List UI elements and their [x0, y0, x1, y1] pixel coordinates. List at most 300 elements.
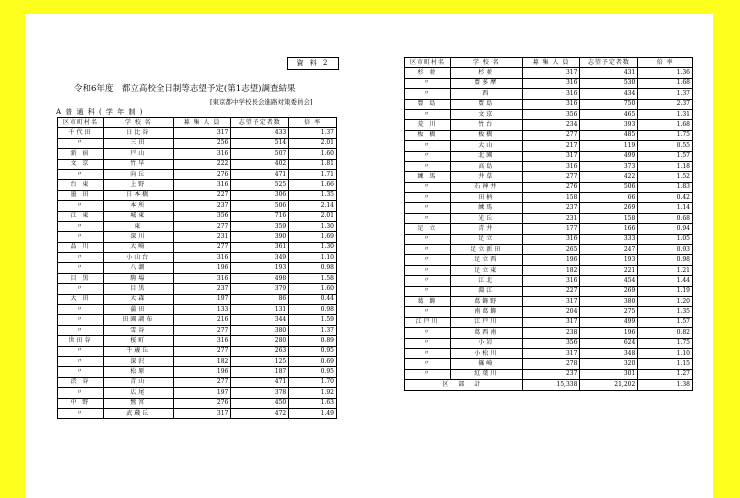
capacity-cell: 227	[173, 190, 231, 200]
municipality-cell: 〃	[405, 338, 451, 348]
school-cell: 深沢	[103, 356, 173, 366]
capacity-cell: 316	[522, 78, 580, 88]
school-cell: 本所	[103, 201, 173, 211]
ratio-cell: 0.98	[289, 305, 337, 315]
capacity-cell: 317	[522, 348, 580, 358]
municipality-cell: 〃	[405, 161, 451, 171]
capacity-cell: 277	[522, 172, 580, 182]
organization-label: [東京都中学校長会進路対策委員会]	[210, 98, 313, 106]
school-cell: 千歳丘	[103, 346, 173, 356]
table-row	[405, 255, 693, 265]
table-row	[405, 276, 693, 286]
ratio-cell: 1.35	[289, 190, 337, 200]
applicants-cell: 301	[580, 369, 638, 379]
total-applicants: 21,202	[580, 380, 638, 390]
applicants-cell: 280	[231, 336, 289, 346]
ratio-cell: 2.14	[289, 201, 337, 211]
municipality-cell: 世田谷	[58, 336, 104, 346]
capacity-cell: 222	[173, 159, 231, 169]
capacity-cell: 317	[522, 151, 580, 161]
applicants-cell: 499	[580, 317, 638, 327]
school-cell: 文京	[450, 109, 522, 119]
ratio-cell: 1.20	[638, 296, 693, 306]
school-cell: 田園調布	[103, 315, 173, 325]
school-cell: 篠崎	[450, 359, 522, 369]
table-row	[405, 130, 693, 140]
column-header-applicants: 志望予定者数	[231, 118, 289, 128]
ratio-cell: 0.94	[638, 224, 693, 234]
table-row	[405, 193, 693, 203]
ratio-cell: 1.14	[638, 203, 693, 213]
municipality-cell: 〃	[405, 307, 451, 317]
municipality-cell: 〃	[58, 232, 104, 242]
table-row	[58, 315, 337, 325]
applicants-cell: 422	[580, 172, 638, 182]
applicants-cell: 119	[580, 141, 638, 151]
capacity-cell: 278	[522, 359, 580, 369]
municipality-cell: 板 橋	[405, 130, 451, 140]
applicants-cell: 465	[580, 109, 638, 119]
capacity-cell: 316	[522, 99, 580, 109]
school-cell: 大崎	[103, 242, 173, 252]
applicants-cell: 373	[580, 161, 638, 171]
school-cell: 武蔵丘	[103, 408, 173, 418]
column-header-capacity: 募 集 人 員	[522, 58, 580, 68]
school-cell: 竹台	[450, 120, 522, 130]
capacity-cell: 227	[522, 286, 580, 296]
ratio-cell: 1.18	[638, 161, 693, 171]
municipality-cell: 〃	[405, 193, 451, 203]
municipality-cell: 豊 島	[405, 99, 451, 109]
capacity-cell: 237	[522, 369, 580, 379]
table-row	[58, 190, 337, 200]
municipality-cell: 〃	[58, 284, 104, 294]
school-cell: 西	[450, 89, 522, 99]
school-cell: 広尾	[103, 388, 173, 398]
table-row	[405, 161, 693, 171]
applicants-cell: 66	[580, 193, 638, 203]
table-row	[58, 273, 337, 283]
municipality-cell: 〃	[405, 141, 451, 151]
municipality-cell: 〃	[405, 286, 451, 296]
school-cell: 三田	[103, 138, 173, 148]
applicants-cell: 221	[580, 265, 638, 275]
applicants-cell: 506	[231, 201, 289, 211]
ratio-cell: 0.98	[289, 263, 337, 273]
table-row	[405, 203, 693, 213]
ratio-cell: 1.92	[289, 388, 337, 398]
municipality-cell: 〃	[58, 253, 104, 263]
ratio-cell: 0.93	[638, 245, 693, 255]
ratio-cell: 1.63	[289, 398, 337, 408]
school-cell: 蒲田	[103, 305, 173, 315]
ratio-cell: 0.68	[638, 213, 693, 223]
school-cell: 足立新田	[450, 245, 522, 255]
school-cell: 小山台	[103, 253, 173, 263]
column-header-school: 学 校 名	[103, 118, 173, 128]
capacity-cell: 217	[522, 141, 580, 151]
applicants-cell: 472	[231, 408, 289, 418]
municipality-cell: 〃	[405, 359, 451, 369]
municipality-cell: 〃	[405, 369, 451, 379]
applicants-cell: 344	[231, 315, 289, 325]
school-cell: 高島	[450, 161, 522, 171]
municipality-cell: 〃	[58, 325, 104, 335]
school-cell: 目黒	[103, 284, 173, 294]
table-header-row	[58, 118, 337, 128]
school-cell: 日本橋	[103, 190, 173, 200]
ratio-cell: 1.27	[638, 369, 693, 379]
school-cell: 城東	[103, 211, 173, 221]
municipality-cell: 〃	[58, 201, 104, 211]
applicants-cell: 247	[580, 245, 638, 255]
municipality-cell: 〃	[405, 151, 451, 161]
document-badge: 資 料 2	[287, 57, 339, 70]
school-cell: 雪谷	[103, 325, 173, 335]
capacity-cell: 316	[173, 180, 231, 190]
municipality-cell: 足 立	[405, 224, 451, 234]
municipality-cell: 中 野	[58, 398, 104, 408]
school-cell: 深川	[103, 232, 173, 242]
municipality-cell: 〃	[58, 388, 104, 398]
municipality-cell: 〃	[58, 263, 104, 273]
school-cell: 戸山	[103, 149, 173, 159]
table-row	[405, 338, 693, 348]
table-row	[58, 138, 337, 148]
ratio-cell: 1.19	[638, 286, 693, 296]
total-row	[405, 380, 693, 390]
school-cell: 石神井	[450, 182, 522, 192]
school-cell: 北園	[450, 151, 522, 161]
capacity-cell: 276	[522, 182, 580, 192]
ratio-cell: 1.70	[289, 377, 337, 387]
table-row	[405, 224, 693, 234]
school-cell: 光丘	[450, 213, 522, 223]
table-row	[58, 356, 337, 366]
municipality-cell: 〃	[58, 367, 104, 377]
table-row	[405, 317, 693, 327]
ratio-cell: 0.82	[638, 328, 693, 338]
capacity-cell: 316	[173, 273, 231, 283]
capacity-cell: 316	[173, 336, 231, 346]
ratio-cell: 2.37	[638, 99, 693, 109]
ratio-cell: 1.69	[289, 232, 337, 242]
table-row	[58, 201, 337, 211]
right-results-table	[404, 57, 693, 391]
municipality-cell: 江戸川	[405, 317, 451, 327]
school-cell: 向丘	[103, 169, 173, 179]
table-row	[58, 253, 337, 263]
column-header-ratio: 倍 率	[638, 58, 693, 68]
total-capacity: 15,338	[522, 380, 580, 390]
ratio-cell: 0.44	[289, 294, 337, 304]
school-cell: 豊島	[450, 99, 522, 109]
capacity-cell: 182	[173, 356, 231, 366]
capacity-cell: 277	[173, 242, 231, 252]
table-row	[405, 328, 693, 338]
table-row	[58, 169, 337, 179]
applicants-cell: 333	[580, 234, 638, 244]
table-header-row	[405, 58, 693, 68]
table-row	[58, 159, 337, 169]
applicants-cell: 275	[580, 307, 638, 317]
table-row	[405, 286, 693, 296]
applicants-cell: 507	[231, 149, 289, 159]
ratio-cell: 1.49	[289, 408, 337, 418]
applicants-cell: 402	[231, 159, 289, 169]
municipality-cell: 葛 飾	[405, 296, 451, 306]
ratio-cell: 1.60	[289, 284, 337, 294]
municipality-cell: 〃	[405, 89, 451, 99]
applicants-cell: 499	[580, 151, 638, 161]
ratio-cell: 1.10	[289, 253, 337, 263]
ratio-cell: 0.42	[638, 193, 693, 203]
table-row	[405, 172, 693, 182]
table-row	[405, 213, 693, 223]
applicants-cell: 716	[231, 211, 289, 221]
capacity-cell: 316	[522, 276, 580, 286]
applicants-cell: 498	[231, 273, 289, 283]
ratio-cell: 1.05	[638, 234, 693, 244]
applicants-cell: 349	[231, 253, 289, 263]
school-cell: 大山	[450, 141, 522, 151]
table-row	[405, 151, 693, 161]
capacity-cell: 133	[173, 305, 231, 315]
ratio-cell: 0.95	[289, 367, 337, 377]
ratio-cell: 0.69	[289, 356, 337, 366]
ratio-cell: 1.15	[638, 359, 693, 369]
capacity-cell: 182	[522, 265, 580, 275]
table-row	[58, 325, 337, 335]
school-cell: 練馬	[450, 203, 522, 213]
capacity-cell: 317	[173, 408, 231, 418]
school-cell: 葛飾野	[450, 296, 522, 306]
capacity-cell: 356	[173, 211, 231, 221]
applicants-cell: 454	[580, 276, 638, 286]
capacity-cell: 277	[173, 346, 231, 356]
municipality-cell: 〃	[58, 315, 104, 325]
ratio-cell: 0.95	[289, 346, 337, 356]
column-header-municipality: 区市町村名	[405, 58, 451, 68]
capacity-cell: 197	[173, 388, 231, 398]
table-row	[405, 369, 693, 379]
capacity-cell: 317	[522, 296, 580, 306]
applicants-cell: 471	[231, 169, 289, 179]
capacity-cell: 316	[522, 234, 580, 244]
capacity-cell: 216	[173, 315, 231, 325]
capacity-cell: 356	[522, 109, 580, 119]
applicants-cell: 193	[231, 263, 289, 273]
ratio-cell: 1.21	[638, 265, 693, 275]
school-cell: 江北	[450, 276, 522, 286]
capacity-cell: 158	[522, 193, 580, 203]
table-row	[405, 245, 693, 255]
capacity-cell: 277	[173, 221, 231, 231]
capacity-cell: 196	[522, 255, 580, 265]
applicants-cell: 193	[580, 255, 638, 265]
applicants-cell: 125	[231, 356, 289, 366]
capacity-cell: 317	[522, 317, 580, 327]
capacity-cell: 316	[522, 89, 580, 99]
ratio-cell: 1.59	[289, 315, 337, 325]
ratio-cell: 0.89	[289, 336, 337, 346]
ratio-cell: 1.68	[638, 78, 693, 88]
table-row	[58, 211, 337, 221]
capacity-cell: 234	[522, 120, 580, 130]
school-cell: 足立西	[450, 255, 522, 265]
municipality-cell: 〃	[58, 408, 104, 418]
table-row	[58, 336, 337, 346]
applicants-cell: 86	[231, 294, 289, 304]
municipality-cell: 〃	[58, 346, 104, 356]
school-cell: 足立	[450, 234, 522, 244]
capacity-cell: 197	[173, 294, 231, 304]
municipality-cell: 練 馬	[405, 172, 451, 182]
applicants-cell: 393	[580, 120, 638, 130]
capacity-cell: 237	[173, 284, 231, 294]
school-cell: 松原	[103, 367, 173, 377]
column-header-applicants: 志望予定者数	[580, 58, 638, 68]
applicants-cell: 348	[580, 348, 638, 358]
ratio-cell: 1.30	[289, 221, 337, 231]
municipality-cell: 千代田	[58, 128, 104, 138]
column-header-municipality: 区市町村名	[58, 118, 104, 128]
municipality-cell: 〃	[58, 169, 104, 179]
table-row	[58, 149, 337, 159]
municipality-cell: 〃	[58, 305, 104, 315]
applicants-cell: 359	[231, 221, 289, 231]
capacity-cell: 196	[173, 367, 231, 377]
applicants-cell: 431	[580, 68, 638, 78]
capacity-cell: 317	[522, 68, 580, 78]
municipality-cell: 〃	[405, 182, 451, 192]
school-cell: 竹早	[103, 159, 173, 169]
capacity-cell: 317	[173, 128, 231, 138]
applicants-cell: 320	[580, 359, 638, 369]
table-row	[405, 78, 693, 88]
applicants-cell: 166	[580, 224, 638, 234]
total-label: 区 部 計	[405, 380, 523, 390]
municipality-cell: 新 宿	[58, 149, 104, 159]
municipality-cell: 〃	[405, 213, 451, 223]
table-row	[58, 263, 337, 273]
school-cell: 淵江	[450, 286, 522, 296]
school-cell: 鷺宮	[103, 398, 173, 408]
applicants-cell: 306	[231, 190, 289, 200]
table-row	[405, 265, 693, 275]
capacity-cell: 316	[522, 161, 580, 171]
school-cell: 駒場	[103, 273, 173, 283]
table-row	[405, 68, 693, 78]
table-row	[405, 348, 693, 358]
municipality-cell: 〃	[405, 203, 451, 213]
ratio-cell: 1.10	[638, 348, 693, 358]
applicants-cell: 450	[231, 398, 289, 408]
applicants-cell: 380	[231, 325, 289, 335]
municipality-cell: 〃	[405, 348, 451, 358]
capacity-cell: 237	[173, 201, 231, 211]
capacity-cell: 237	[522, 203, 580, 213]
capacity-cell: 231	[522, 213, 580, 223]
ratio-cell: 1.57	[638, 151, 693, 161]
capacity-cell: 196	[173, 263, 231, 273]
table-row	[58, 232, 337, 242]
municipality-cell: 〃	[405, 328, 451, 338]
applicants-cell: 158	[580, 213, 638, 223]
municipality-cell: 〃	[58, 138, 104, 148]
school-cell: 日比谷	[103, 128, 173, 138]
school-cell: 大森	[103, 294, 173, 304]
school-cell: 桜町	[103, 336, 173, 346]
ratio-cell: 1.37	[638, 89, 693, 99]
table-row	[58, 346, 337, 356]
school-cell: 葛西南	[450, 328, 522, 338]
table-row	[58, 284, 337, 294]
table-row	[405, 307, 693, 317]
table-row	[58, 377, 337, 387]
ratio-cell: 1.68	[638, 120, 693, 130]
column-header-capacity: 募 集 人 員	[173, 118, 231, 128]
ratio-cell: 1.60	[289, 149, 337, 159]
municipality-cell: 〃	[405, 265, 451, 275]
municipality-cell: 渋 谷	[58, 377, 104, 387]
table-row	[58, 242, 337, 252]
municipality-cell: 〃	[405, 255, 451, 265]
capacity-cell: 277	[173, 325, 231, 335]
table-row	[58, 388, 337, 398]
capacity-cell: 277	[173, 377, 231, 387]
school-cell: 紅葉川	[450, 369, 522, 379]
applicants-cell: 530	[580, 78, 638, 88]
ratio-cell: 2.01	[289, 211, 337, 221]
table-row	[405, 182, 693, 192]
school-cell: 江戸川	[450, 317, 522, 327]
school-cell: 青井	[450, 224, 522, 234]
school-cell: 小岩	[450, 338, 522, 348]
capacity-cell: 204	[522, 307, 580, 317]
ratio-cell: 1.81	[289, 159, 337, 169]
capacity-cell: 356	[522, 338, 580, 348]
capacity-cell: 316	[173, 149, 231, 159]
school-cell: 小松川	[450, 348, 522, 358]
applicants-cell: 378	[231, 388, 289, 398]
left-results-table	[57, 117, 337, 419]
capacity-cell: 256	[173, 138, 231, 148]
capacity-cell: 277	[522, 130, 580, 140]
capacity-cell: 276	[173, 169, 231, 179]
ratio-cell: 1.52	[638, 172, 693, 182]
school-cell: 足立東	[450, 265, 522, 275]
municipality-cell: 〃	[58, 221, 104, 231]
municipality-cell: 〃	[405, 109, 451, 119]
applicants-cell: 624	[580, 338, 638, 348]
total-ratio: 1.38	[638, 380, 693, 390]
ratio-cell: 1.75	[638, 130, 693, 140]
ratio-cell: 2.01	[289, 138, 337, 148]
municipality-cell: 目 黒	[58, 273, 104, 283]
applicants-cell: 269	[580, 286, 638, 296]
ratio-cell: 0.98	[638, 255, 693, 265]
municipality-cell: 荒 川	[405, 120, 451, 130]
applicants-cell: 131	[231, 305, 289, 315]
capacity-cell: 238	[522, 328, 580, 338]
column-header-ratio: 倍 率	[289, 118, 337, 128]
school-cell: 南葛飾	[450, 307, 522, 317]
applicants-cell: 514	[231, 138, 289, 148]
table-row	[405, 109, 693, 119]
ratio-cell: 1.71	[289, 169, 337, 179]
school-cell: 杉並	[450, 68, 522, 78]
